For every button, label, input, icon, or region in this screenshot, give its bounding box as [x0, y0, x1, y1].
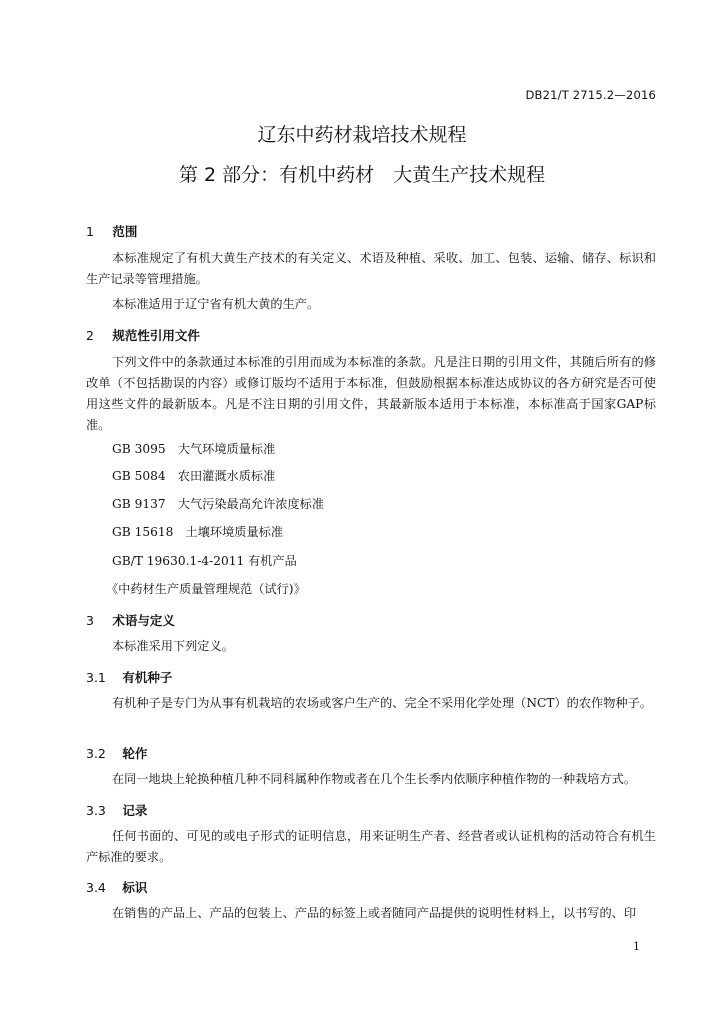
paragraph: 在销售的产品上、产品的包装上、产品的标签上或者随同产品提供的说明性材料上，以书写的、印: [112, 906, 637, 920]
subsection-number: 3.2: [86, 746, 106, 761]
section-title: 范围: [112, 224, 138, 239]
section-number: 1: [86, 224, 94, 239]
section-title: 规范性引用文件: [112, 328, 200, 343]
subsection-title: 记录: [122, 803, 148, 818]
reference-item: 《中药材生产质量管理规范（试行)》: [106, 582, 306, 596]
section-heading-2: [86, 326, 200, 344]
subsection-heading-3-4: [86, 878, 147, 896]
reference-item: GB 3095 大气环境质量标准: [112, 442, 276, 456]
subsection-heading-3-2: [86, 744, 147, 762]
document-title: 辽东中药材栽培技术规程: [257, 124, 467, 146]
subsection-number: 3.4: [86, 880, 106, 895]
paragraph: 在同一地块上轮换种植几种不同科属种作物或者在几个生长季内依顺序种植作物的一种栽培方式。: [112, 772, 637, 786]
subsection-heading-3-1: [86, 668, 172, 686]
subsection-title: 轮作: [122, 746, 148, 761]
subsection-number: 3.1: [86, 670, 106, 685]
section-number: 3: [86, 613, 94, 628]
section-heading-3: [86, 611, 175, 629]
paragraph: 有机种子是专门为从事有机栽培的农场或客户生产的、完全不采用化学处理（NCT）的农作物种子。: [112, 696, 652, 710]
page-number: 1: [633, 940, 640, 953]
section-heading-1: [86, 222, 137, 240]
subsection-number: 3.3: [86, 803, 106, 818]
standard-code: DB21/T 2715.2—2016: [525, 88, 656, 102]
paragraph: 下列文件中的条款通过本标准的引用而成为本标准的条款。凡是注日期的引用文件，其随后所有的修改单（不包括勘误的内容）或修订版均不适用于本标准，但鼓励根据本标准达成协议的各方研究是否可使用这些文件的最新版本。凡是不注日期的引用文件，其最新版本适用于本标准，本标准高于国家GAP标准。: [86, 355, 656, 432]
subsection-heading-3-3: [86, 801, 147, 819]
reference-item: GB 5084 农田灌溉水质标准: [112, 469, 276, 483]
document-subtitle: 第 2 部分：有机中药材 大黄生产技术规程: [178, 164, 546, 186]
paragraph: 本标准采用下列定义。: [112, 639, 234, 653]
subsection-title: 标识: [122, 880, 148, 895]
reference-item: GB/T 19630.1-4-2011 有机产品: [112, 554, 297, 568]
section-number: 2: [86, 328, 94, 343]
reference-item: GB 15618 土壤环境质量标准: [112, 525, 284, 539]
paragraph: 本标准适用于辽宁省有机大黄的生产。: [112, 297, 320, 311]
section-title: 术语与定义: [112, 613, 175, 628]
paragraph: 本标准规定了有机大黄生产技术的有关定义、术语及种植、采收、加工、包装、运输、储存、标识和生产记录等管理措施。: [86, 251, 656, 286]
paragraph: 任何书面的、可见的或电子形式的证明信息，用来证明生产者、经营者或认证机构的活动符合有机生产标准的要求。: [86, 829, 656, 864]
subsection-title: 有机种子: [122, 670, 173, 685]
reference-item: GB 9137 大气污染最高允许浓度标准: [112, 497, 325, 511]
